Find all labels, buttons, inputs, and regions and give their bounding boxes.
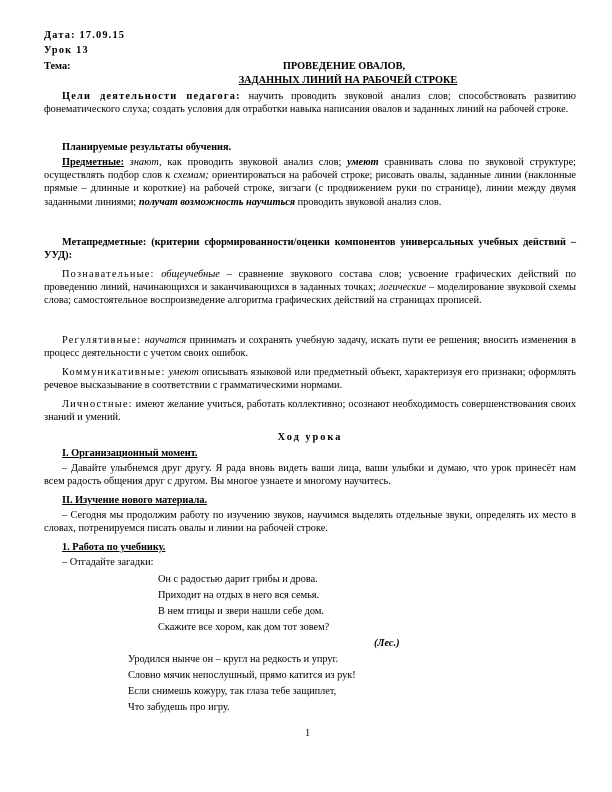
riddle-1-line: Приходит на отдых в него вся семья.	[158, 590, 320, 601]
lesson-date: Дата: 17.09.15	[44, 30, 126, 41]
subject-text-2: сравнивать слова по звуковой структуре; осуществлять подбор слов к	[44, 157, 577, 182]
goals-text: научить проводить звуковой анализ слов; способствовать развитию фонематического слуха; создать условия для отработки навыка написания овалов и заданных линий на рабочей строке.	[44, 91, 577, 116]
communicative-results	[44, 366, 576, 392]
regulatory-label: Регулятивные:	[62, 335, 142, 346]
regulatory-learn: научатся	[141, 335, 187, 346]
cognitive-text-2: – моделирование звуковой схемы слова; самостоятельное воспроизведение алгоритма графических действий на страницах прописей.	[44, 282, 577, 307]
section-2-heading: II. Изучение нового материала.	[62, 495, 208, 506]
riddle-2-line: Словно мячик непослушный, прямо катится из рук!	[128, 670, 356, 681]
meta-heading: Метапредметные: (критерии сформированности/оценки компонентов универсальных учебных действий – УУД):	[44, 237, 576, 262]
section-1-heading: I. Организационный момент.	[62, 448, 198, 459]
subject-results	[44, 156, 576, 209]
topic-line-2: ЗАДАННЫХ ЛИНИЙ НА РАБОЧЕЙ СТРОКЕ	[238, 75, 458, 86]
cognitive-results	[44, 268, 576, 308]
teacher-goals	[44, 90, 576, 116]
riddle-1-line: Скажите все хором, как дом тот зовем?	[158, 622, 330, 633]
riddle-1-line: В нем птицы и звери нашли себе дом.	[158, 606, 324, 617]
goals-label: Цели деятельности педагога:	[62, 91, 241, 102]
planned-results-heading: Планируемые результаты обучения.	[62, 142, 232, 153]
regulatory-results	[44, 334, 576, 360]
subject-chance: получат возможность научиться	[136, 196, 296, 208]
subject-know: знают,	[124, 157, 162, 168]
course-title: Ход урока	[277, 432, 343, 443]
section-3-heading: 1. Работа по учебнику.	[62, 542, 166, 553]
subject-text-3: ориентироваться на рабочей строке; рисовать овалы, заданные линии (наклонные прямые – длинные и короткие) на рабочей строке, зигзаги (с продвижением руки по странице), линии между двумя заданными линиями;	[44, 170, 576, 208]
topic-line-1: ПРОВЕДЕНИЕ ОВАЛОВ,	[282, 61, 406, 72]
subject-schemes: схемам;	[170, 170, 209, 182]
cognitive-label: Познавательные:	[62, 269, 155, 280]
subject-label: Предметные:	[62, 157, 124, 168]
lesson-number: Урок 13	[44, 45, 89, 56]
cognitive-general: общеучебные	[154, 269, 220, 280]
riddle-intro: – Отгадайте загадки:	[62, 557, 154, 568]
subject-text-1: как проводить звуковой анализ слов;	[161, 157, 342, 168]
section-1-text: – Давайте улыбнемся друг другу. Я рада вновь видеть ваши лица, ваши улыбки и думаю, что урок принесёт нам всем радость общения друг с другом. Вы многое узнаете и многому научитесь.	[44, 463, 576, 488]
subject-can: умеют	[341, 157, 379, 168]
cognitive-text-1: – сравнение звукового состава слов; усвоение графических действий по проведению линий, начинающихся и заканчивающихся в заданных точках;	[44, 269, 576, 294]
cognitive-logic: логические	[375, 282, 427, 294]
riddle-2-line: Уродился нынче он – кругл на редкость и упруг.	[128, 654, 339, 665]
personal-label: Личностные:	[62, 399, 133, 410]
regulatory-text: принимать и сохранять учебную задачу, искать пути ее решения; вносить изменения в процесс деятельности с учетом своих ошибок.	[44, 335, 576, 360]
page-number: 1	[305, 728, 311, 739]
riddle-2-line: Если снимешь кожуру, так глаза тебе защиплет,	[128, 686, 337, 697]
riddle-1-answer: (Лес.)	[374, 638, 400, 649]
subject-text-4: проводить звуковой анализ слов.	[295, 196, 442, 208]
riddle-1-line: Он с радостью дарит грибы и дрова.	[158, 574, 318, 585]
section-2-text: – Сегодня мы продолжим работу по изучению звуков, научимся выделять отдельные звуки, определять их место в словах, потренируемся писать овалы и линии на рабочей строке.	[44, 510, 576, 535]
riddle-2-line: Что забудешь про игру.	[128, 702, 230, 713]
topic-label: Тема:	[44, 61, 71, 72]
personal-text: имеют желание учиться, работать коллективно; осознают необходимость совершенствования своих знаний и умений.	[44, 399, 576, 424]
communicative-text: описывать языковой или предметный объект, характеризуя его признаки; оформлять речевое высказывание в соответствии с грамматическими нормами.	[44, 367, 576, 392]
communicative-label: Коммуникативные:	[62, 367, 166, 378]
personal-results	[44, 398, 576, 424]
communicative-can: умеют	[165, 367, 199, 378]
